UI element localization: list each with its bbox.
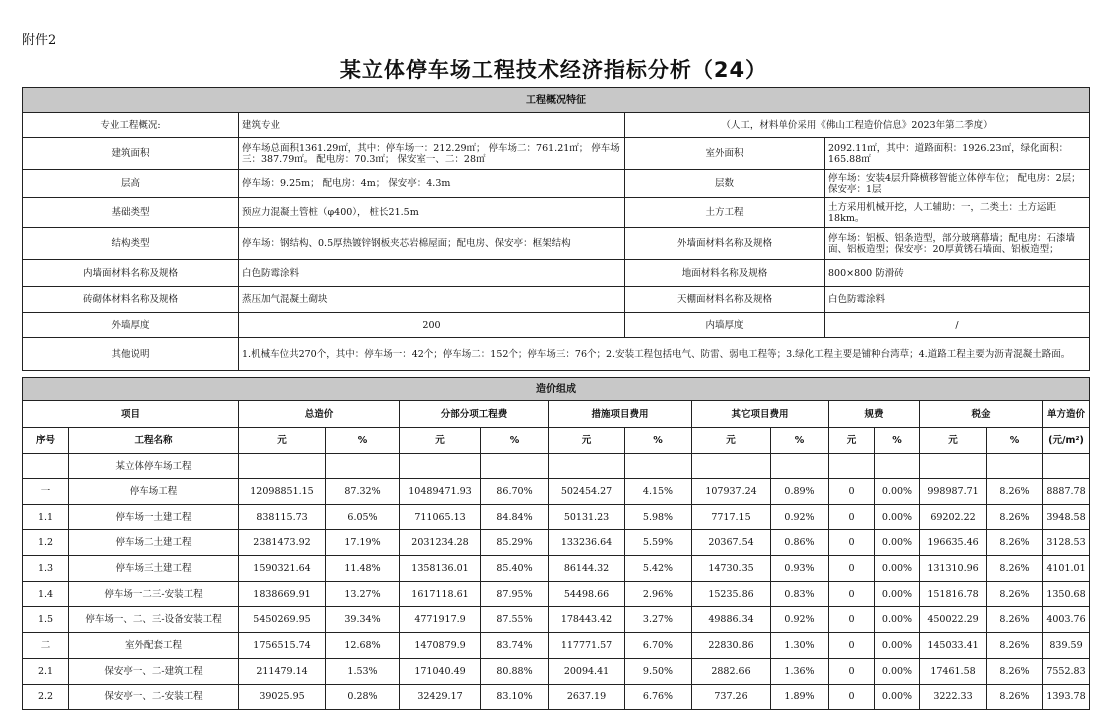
- table-cell: 85.29%: [481, 530, 549, 556]
- cost-section-title: 造价组成: [23, 378, 1090, 401]
- table-cell: 85.40%: [481, 556, 549, 582]
- table-cell: 22830.86: [692, 633, 771, 659]
- table-cell: 2381473.92: [239, 530, 326, 556]
- table-cell: 6.70%: [625, 633, 692, 659]
- table-cell: 0.00%: [875, 658, 920, 684]
- header-unit: 单方造价: [1043, 401, 1090, 428]
- cost-table: [22, 377, 1090, 710]
- table-cell: 1.53%: [326, 658, 400, 684]
- table-cell: 0.86%: [771, 530, 829, 556]
- table-cell: 1393.78: [1043, 684, 1090, 710]
- table-cell: 保安亭一、二-建筑工程: [69, 658, 239, 684]
- overview-value: 停车场：9.25m； 配电房：4m； 保安亭：4.3m: [239, 170, 625, 198]
- header-yuan: 元: [400, 428, 481, 454]
- table-cell: 4101.01: [1043, 556, 1090, 582]
- major-label: 专业工程概况:: [23, 113, 239, 138]
- table-cell: 3.27%: [625, 607, 692, 633]
- table-cell: 8.26%: [987, 530, 1043, 556]
- table-cell: 0: [829, 684, 875, 710]
- header-fee: 规费: [829, 401, 920, 428]
- table-cell: 1838669.91: [239, 581, 326, 607]
- table-cell: 151816.78: [920, 581, 987, 607]
- table-cell: 0.00%: [875, 479, 920, 505]
- table-row: [23, 556, 1090, 582]
- other-value: 1.机械车位共270个，其中：停车场一：42个；停车场二：152个；停车场三：76个；2.安装工程包括电气、防雷、弱电工程等；3.绿化工程主要是铺种台湾草；4.道路工程主要为沥青混凝土路面。: [239, 338, 1090, 371]
- overview-value: 土方采用机械开挖，人工辅助：一，二类土：土方运距18km。: [825, 198, 1090, 228]
- overview-row: [23, 260, 1090, 287]
- header-yuan: 元: [239, 428, 326, 454]
- page-title: 某立体停车场工程技术经济指标分析（24）: [339, 58, 768, 82]
- table-cell: 0: [829, 633, 875, 659]
- table-cell: 17461.58: [920, 658, 987, 684]
- table-cell: 0: [829, 504, 875, 530]
- table-cell: 0: [829, 530, 875, 556]
- table-row: [23, 504, 1090, 530]
- overview-label: 内墙面材料名称及规格: [23, 260, 239, 287]
- header-total: 总造价: [239, 401, 400, 428]
- overview-row: [23, 228, 1090, 260]
- table-cell: 5.42%: [625, 556, 692, 582]
- table-cell: 停车场一二三-安装工程: [69, 581, 239, 607]
- table-cell: 停车场工程: [69, 479, 239, 505]
- table-cell: 54498.66: [549, 581, 625, 607]
- table-cell: 1617118.61: [400, 581, 481, 607]
- table-cell: 8.26%: [987, 633, 1043, 659]
- table-cell: 0: [829, 607, 875, 633]
- project-name: 某立体停车场工程: [69, 454, 239, 479]
- table-cell: 4771917.9: [400, 607, 481, 633]
- table-cell: 838115.73: [239, 504, 326, 530]
- overview-label: 地面材料名称及规格: [625, 260, 825, 287]
- header-pct: %: [771, 428, 829, 454]
- overview-label: 层高: [23, 170, 239, 198]
- table-cell: 停车场一土建工程: [69, 504, 239, 530]
- table-cell: 69202.22: [920, 504, 987, 530]
- table-cell: 5.59%: [625, 530, 692, 556]
- table-cell: 8.26%: [987, 556, 1043, 582]
- table-cell: 1.89%: [771, 684, 829, 710]
- overview-label: 天棚面材料名称及规格: [625, 287, 825, 313]
- overview-label: 内墙厚度: [625, 313, 825, 338]
- table-cell: 20094.41: [549, 658, 625, 684]
- overview-section-title: 工程概况特征: [23, 88, 1090, 113]
- table-cell: 8887.78: [1043, 479, 1090, 505]
- table-cell: 8.26%: [987, 504, 1043, 530]
- table-cell: 80.88%: [481, 658, 549, 684]
- table-cell: 7717.15: [692, 504, 771, 530]
- table-cell: 0.00%: [875, 581, 920, 607]
- overview-value: /: [825, 313, 1090, 338]
- overview-row: [23, 313, 1090, 338]
- header-yuan: 元: [692, 428, 771, 454]
- header-name: 工程名称: [69, 428, 239, 454]
- price-note: （人工，材料单价采用《佛山工程造价信息》2023年第二季度）: [625, 113, 1090, 138]
- header-yuan: 元: [920, 428, 987, 454]
- header-measure: 措施项目费用: [549, 401, 692, 428]
- table-cell: 711065.13: [400, 504, 481, 530]
- table-row: [23, 581, 1090, 607]
- cost-rows: [23, 479, 1090, 710]
- table-cell: 0: [829, 581, 875, 607]
- table-row: [23, 479, 1090, 505]
- table-cell: 4.15%: [625, 479, 692, 505]
- table-cell: 3222.33: [920, 684, 987, 710]
- table-cell: 保安亭一、二-安装工程: [69, 684, 239, 710]
- table-cell: 5450269.95: [239, 607, 326, 633]
- table-cell: 14730.35: [692, 556, 771, 582]
- overview-row: [23, 198, 1090, 228]
- overview-table: [22, 87, 1090, 371]
- table-cell: 6.76%: [625, 684, 692, 710]
- table-cell: 737.26: [692, 684, 771, 710]
- table-cell: 0.83%: [771, 581, 829, 607]
- table-cell: 0.92%: [771, 607, 829, 633]
- table-cell: 87.95%: [481, 581, 549, 607]
- table-cell: 87.55%: [481, 607, 549, 633]
- overview-label: 外墙面材料名称及规格: [625, 228, 825, 260]
- table-cell: 0: [829, 658, 875, 684]
- overview-label: 结构类型: [23, 228, 239, 260]
- table-cell: 502454.27: [549, 479, 625, 505]
- table-cell: 839.59: [1043, 633, 1090, 659]
- table-cell: 131310.96: [920, 556, 987, 582]
- table-cell: 196635.46: [920, 530, 987, 556]
- table-cell: 停车场一、二、三-设备安装工程: [69, 607, 239, 633]
- table-cell: 停车场二土建工程: [69, 530, 239, 556]
- table-cell: 0: [829, 479, 875, 505]
- table-row: [23, 530, 1090, 556]
- table-cell: 117771.57: [549, 633, 625, 659]
- overview-value: 停车场总面积1361.29㎡，其中：停车场一：212.29㎡； 停车场二：761.21㎡； 停车场三：387.79㎡。 配电房：70.3㎡； 保安室一、二：28㎡: [239, 138, 625, 170]
- table-cell: 83.74%: [481, 633, 549, 659]
- table-cell: 86.70%: [481, 479, 549, 505]
- overview-value: 预应力混凝土管桩（φ400）， 桩长21.5m: [239, 198, 625, 228]
- table-cell: 0.00%: [875, 633, 920, 659]
- table-cell: 1.3: [23, 556, 69, 582]
- table-cell: 145033.41: [920, 633, 987, 659]
- header-sub: 分部分项工程费: [400, 401, 549, 428]
- table-cell: 8.26%: [987, 607, 1043, 633]
- header-tax: 税金: [920, 401, 1043, 428]
- table-cell: 84.84%: [481, 504, 549, 530]
- header-unit-sub: (元/m²): [1043, 428, 1090, 454]
- table-cell: 39025.95: [239, 684, 326, 710]
- table-cell: 二: [23, 633, 69, 659]
- overview-value: 停车场：安装4层升降横移智能立体停车位； 配电房：2层； 保安亭：1层: [825, 170, 1090, 198]
- overview-label: 室外面积: [625, 138, 825, 170]
- overview-value: 白色防霉涂料: [825, 287, 1090, 313]
- overview-value: 200: [239, 313, 625, 338]
- table-cell: 2.96%: [625, 581, 692, 607]
- overview-label: 土方工程: [625, 198, 825, 228]
- header-item: 项目: [23, 401, 239, 428]
- table-cell: 1.5: [23, 607, 69, 633]
- header-seq: 序号: [23, 428, 69, 454]
- overview-label: 基础类型: [23, 198, 239, 228]
- table-cell: 15235.86: [692, 581, 771, 607]
- table-cell: 83.10%: [481, 684, 549, 710]
- overview-label: 层数: [625, 170, 825, 198]
- table-cell: 0.92%: [771, 504, 829, 530]
- header-pct: %: [987, 428, 1043, 454]
- table-cell: 0.93%: [771, 556, 829, 582]
- table-cell: 8.26%: [987, 684, 1043, 710]
- table-cell: 1.1: [23, 504, 69, 530]
- other-label: 其他说明: [23, 338, 239, 371]
- header-pct: %: [875, 428, 920, 454]
- table-cell: 49886.34: [692, 607, 771, 633]
- table-row: [23, 607, 1090, 633]
- table-cell: 8.26%: [987, 658, 1043, 684]
- table-cell: 211479.14: [239, 658, 326, 684]
- table-cell: 6.05%: [326, 504, 400, 530]
- table-cell: 0: [829, 556, 875, 582]
- table-cell: 8.26%: [987, 581, 1043, 607]
- table-cell: 2882.66: [692, 658, 771, 684]
- table-cell: 8.26%: [987, 479, 1043, 505]
- table-cell: 87.32%: [326, 479, 400, 505]
- table-row: [23, 658, 1090, 684]
- table-cell: 12098851.15: [239, 479, 326, 505]
- major-value: 建筑专业: [239, 113, 625, 138]
- table-cell: 107937.24: [692, 479, 771, 505]
- overview-label: 砖砌体材料名称及规格: [23, 287, 239, 313]
- table-cell: 7552.83: [1043, 658, 1090, 684]
- table-cell: 1.30%: [771, 633, 829, 659]
- table-cell: 一: [23, 479, 69, 505]
- table-cell: 50131.23: [549, 504, 625, 530]
- table-cell: 2031234.28: [400, 530, 481, 556]
- table-row: [23, 684, 1090, 710]
- table-cell: 450022.29: [920, 607, 987, 633]
- table-cell: 133236.64: [549, 530, 625, 556]
- table-cell: 1.2: [23, 530, 69, 556]
- table-cell: 2.1: [23, 658, 69, 684]
- table-cell: 0.00%: [875, 556, 920, 582]
- table-cell: 178443.42: [549, 607, 625, 633]
- table-cell: 0.00%: [875, 684, 920, 710]
- table-cell: 0.00%: [875, 504, 920, 530]
- overview-row: [23, 170, 1090, 198]
- overview-value: 2092.11㎡，其中：道路面积：1926.23㎡，绿化面积：165.88㎡: [825, 138, 1090, 170]
- overview-value: 蒸压加气混凝土砌块: [239, 287, 625, 313]
- table-cell: 32429.17: [400, 684, 481, 710]
- table-cell: 0.00%: [875, 607, 920, 633]
- table-cell: 9.50%: [625, 658, 692, 684]
- table-cell: 13.27%: [326, 581, 400, 607]
- table-cell: 39.34%: [326, 607, 400, 633]
- table-cell: 1756515.74: [239, 633, 326, 659]
- table-cell: 停车场三土建工程: [69, 556, 239, 582]
- table-cell: 5.98%: [625, 504, 692, 530]
- table-cell: 3948.58: [1043, 504, 1090, 530]
- table-cell: 1.4: [23, 581, 69, 607]
- table-row: [23, 633, 1090, 659]
- overview-value: 白色防霉涂料: [239, 260, 625, 287]
- table-cell: 1.36%: [771, 658, 829, 684]
- table-cell: 1590321.64: [239, 556, 326, 582]
- overview-value: 停车场：铝板、铝条造型，部分玻璃幕墙；配电房：石漆墙面、铝板造型；保安亭：20厚黄锈石墙面、铝板造型；: [825, 228, 1090, 260]
- table-cell: 0.28%: [326, 684, 400, 710]
- table-cell: 室外配套工程: [69, 633, 239, 659]
- header-pct: %: [625, 428, 692, 454]
- overview-row: [23, 138, 1090, 170]
- table-cell: 2637.19: [549, 684, 625, 710]
- overview-label: 建筑面积: [23, 138, 239, 170]
- table-cell: 171040.49: [400, 658, 481, 684]
- attachment-label: 附件2: [22, 33, 57, 48]
- overview-row: [23, 287, 1090, 313]
- header-pct: %: [481, 428, 549, 454]
- table-cell: 1470879.9: [400, 633, 481, 659]
- overview-value: 800×800 防滑砖: [825, 260, 1090, 287]
- table-cell: 3128.53: [1043, 530, 1090, 556]
- table-cell: 17.19%: [326, 530, 400, 556]
- table-cell: 11.48%: [326, 556, 400, 582]
- overview-value: 停车场：钢结构、0.5厚热镀锌钢板夹芯岩棉屋面；配电房、保安亭：框架结构: [239, 228, 625, 260]
- overview-label: 外墙厚度: [23, 313, 239, 338]
- header-yuan: 元: [549, 428, 625, 454]
- header-other: 其它项目费用: [692, 401, 829, 428]
- table-cell: 998987.71: [920, 479, 987, 505]
- table-cell: 10489471.93: [400, 479, 481, 505]
- table-cell: 20367.54: [692, 530, 771, 556]
- table-cell: 1350.68: [1043, 581, 1090, 607]
- table-cell: 4003.76: [1043, 607, 1090, 633]
- table-cell: 2.2: [23, 684, 69, 710]
- header-yuan: 元: [829, 428, 875, 454]
- table-cell: 0.00%: [875, 530, 920, 556]
- table-cell: 12.68%: [326, 633, 400, 659]
- table-cell: 86144.32: [549, 556, 625, 582]
- table-cell: 0.89%: [771, 479, 829, 505]
- table-cell: 1358136.01: [400, 556, 481, 582]
- header-pct: %: [326, 428, 400, 454]
